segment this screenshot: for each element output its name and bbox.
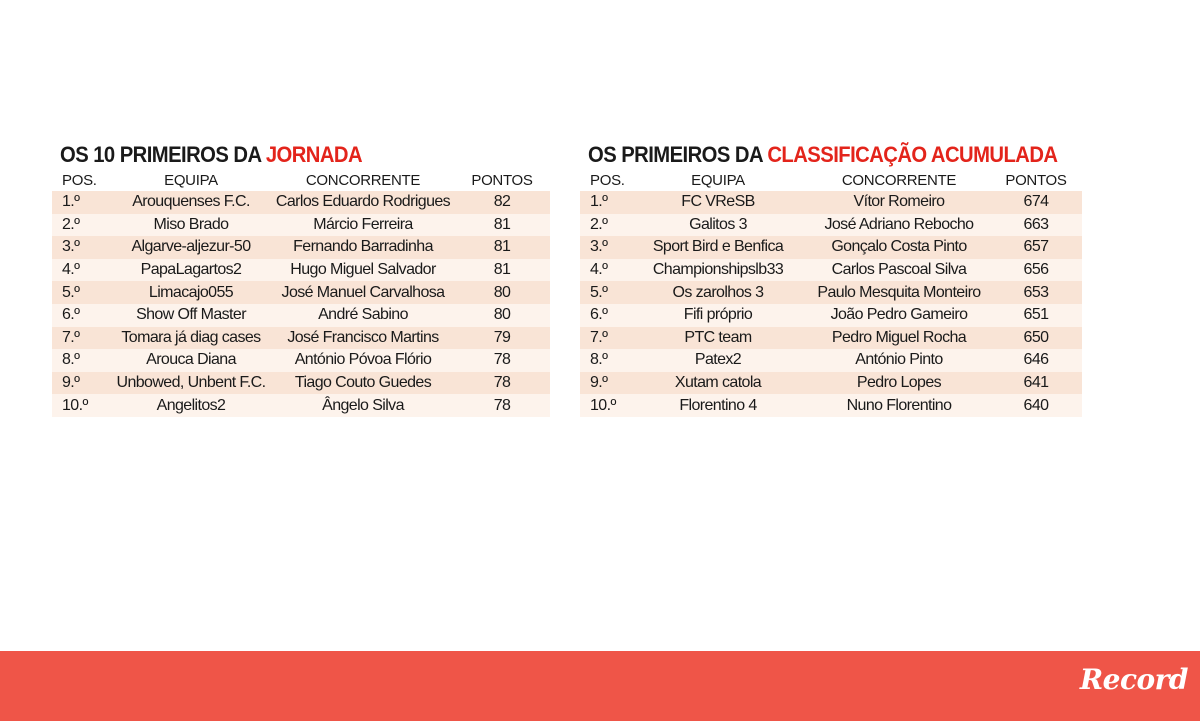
cell-player: Carlos Pascoal Silva bbox=[808, 259, 990, 282]
cell-points: 78 bbox=[454, 349, 550, 372]
cell-team: Championshipslb33 bbox=[628, 259, 808, 282]
cell-player: Carlos Eduardo Rodrigues bbox=[272, 191, 454, 214]
cell-team: Sport Bird e Benfica bbox=[628, 236, 808, 259]
cell-team: Miso Brado bbox=[110, 214, 272, 237]
cell-points: 79 bbox=[454, 327, 550, 350]
acumulada-header-row bbox=[580, 170, 1082, 191]
col-header-team: EQUIPA bbox=[164, 172, 218, 189]
jornada-title bbox=[60, 140, 511, 170]
acumulada-panel bbox=[580, 140, 1082, 417]
table-row bbox=[52, 304, 550, 327]
cell-points: 80 bbox=[454, 304, 550, 327]
cell-points: 646 bbox=[990, 349, 1082, 372]
cell-player: Ângelo Silva bbox=[272, 394, 454, 417]
jornada-table-body bbox=[52, 191, 550, 417]
cell-pos: 2.º bbox=[52, 214, 110, 237]
cell-pos: 5.º bbox=[580, 281, 628, 304]
cell-player: Pedro Miguel Rocha bbox=[808, 327, 990, 350]
col-header-points: PONTOS bbox=[471, 172, 533, 189]
cell-points: 78 bbox=[454, 394, 550, 417]
cell-player: Pedro Lopes bbox=[808, 372, 990, 395]
acumulada-title-highlight: CLASSIFICAÇÃO ACUMULADA bbox=[767, 142, 1058, 167]
cell-pos: 2.º bbox=[580, 214, 628, 237]
cell-player: João Pedro Gameiro bbox=[808, 304, 990, 327]
cell-player: António Pinto bbox=[808, 349, 990, 372]
cell-points: 656 bbox=[990, 259, 1082, 282]
cell-pos: 5.º bbox=[52, 281, 110, 304]
table-row bbox=[52, 372, 550, 395]
cell-points: 663 bbox=[990, 214, 1082, 237]
cell-pos: 3.º bbox=[52, 236, 110, 259]
cell-team: Arouquenses F.C. bbox=[110, 191, 272, 214]
cell-pos: 4.º bbox=[580, 259, 628, 282]
cell-pos: 8.º bbox=[580, 349, 628, 372]
cell-points: 81 bbox=[454, 236, 550, 259]
cell-points: 82 bbox=[454, 191, 550, 214]
cell-pos: 6.º bbox=[52, 304, 110, 327]
cell-player: José Manuel Carvalhosa bbox=[272, 281, 454, 304]
acumulada-title-prefix: OS PRIMEIROS DA bbox=[588, 142, 768, 167]
cell-points: 80 bbox=[454, 281, 550, 304]
cell-pos: 1.º bbox=[580, 191, 628, 214]
col-header-player: CONCORRENTE bbox=[841, 172, 957, 189]
cell-points: 78 bbox=[454, 372, 550, 395]
table-row bbox=[580, 349, 1082, 372]
cell-pos: 8.º bbox=[52, 349, 110, 372]
cell-points: 651 bbox=[990, 304, 1082, 327]
col-header-points: PONTOS bbox=[1005, 172, 1067, 189]
table-row bbox=[52, 281, 550, 304]
cell-player: António Póvoa Flório bbox=[272, 349, 454, 372]
jornada-title-prefix: OS 10 PRIMEIROS DA bbox=[60, 142, 266, 167]
col-header-team: EQUIPA bbox=[691, 172, 745, 189]
table-row bbox=[580, 236, 1082, 259]
jornada-table bbox=[52, 170, 550, 417]
cell-pos: 10.º bbox=[580, 394, 628, 417]
cell-pos: 7.º bbox=[580, 327, 628, 350]
acumulada-table bbox=[580, 170, 1082, 417]
col-header-player: CONCORRENTE bbox=[305, 172, 421, 189]
cell-pos: 4.º bbox=[52, 259, 110, 282]
footer-bar bbox=[0, 651, 1200, 721]
cell-points: 674 bbox=[990, 191, 1082, 214]
cell-team: Limacajo055 bbox=[110, 281, 272, 304]
cell-team: Patex2 bbox=[628, 349, 808, 372]
table-row bbox=[52, 394, 550, 417]
cell-pos: 6.º bbox=[580, 304, 628, 327]
col-header-pos: POS. bbox=[590, 172, 625, 189]
cell-points: 653 bbox=[990, 281, 1082, 304]
cell-team: Galitos 3 bbox=[628, 214, 808, 237]
table-row bbox=[52, 236, 550, 259]
cell-team: Angelitos2 bbox=[110, 394, 272, 417]
cell-player: Hugo Miguel Salvador bbox=[272, 259, 454, 282]
table-row bbox=[580, 327, 1082, 350]
acumulada-table-body bbox=[580, 191, 1082, 417]
table-row bbox=[580, 394, 1082, 417]
cell-pos: 9.º bbox=[580, 372, 628, 395]
cell-team: FC VReSB bbox=[628, 191, 808, 214]
cell-points: 640 bbox=[990, 394, 1082, 417]
jornada-title-highlight: JORNADA bbox=[265, 142, 363, 167]
cell-points: 641 bbox=[990, 372, 1082, 395]
table-row bbox=[52, 191, 550, 214]
cell-player: Tiago Couto Guedes bbox=[272, 372, 454, 395]
cell-points: 650 bbox=[990, 327, 1082, 350]
cell-team: PTC team bbox=[628, 327, 808, 350]
table-row bbox=[580, 281, 1082, 304]
cell-player: Fernando Barradinha bbox=[272, 236, 454, 259]
cell-points: 657 bbox=[990, 236, 1082, 259]
cell-team: Florentino 4 bbox=[628, 394, 808, 417]
cell-player: Paulo Mesquita Monteiro bbox=[808, 281, 990, 304]
table-row bbox=[52, 349, 550, 372]
cell-player: Nuno Florentino bbox=[808, 394, 990, 417]
cell-pos: 10.º bbox=[52, 394, 110, 417]
cell-player: José Adriano Rebocho bbox=[808, 214, 990, 237]
record-logo[interactable]: Record bbox=[1079, 663, 1188, 696]
table-row bbox=[580, 214, 1082, 237]
table-row bbox=[52, 327, 550, 350]
cell-team: Fifi próprio bbox=[628, 304, 808, 327]
cell-points: 81 bbox=[454, 214, 550, 237]
cell-player: Gonçalo Costa Pinto bbox=[808, 236, 990, 259]
cell-points: 81 bbox=[454, 259, 550, 282]
cell-pos: 7.º bbox=[52, 327, 110, 350]
cell-team: Show Off Master bbox=[110, 304, 272, 327]
cell-team: Arouca Diana bbox=[110, 349, 272, 372]
table-row bbox=[580, 191, 1082, 214]
cell-pos: 9.º bbox=[52, 372, 110, 395]
cell-pos: 3.º bbox=[580, 236, 628, 259]
cell-team: Tomara já diag cases bbox=[110, 327, 272, 350]
cell-pos: 1.º bbox=[52, 191, 110, 214]
cell-team: PapaLagartos2 bbox=[110, 259, 272, 282]
jornada-panel bbox=[52, 140, 550, 417]
table-row bbox=[52, 214, 550, 237]
table-row bbox=[52, 259, 550, 282]
cell-team: Algarve-aljezur-50 bbox=[110, 236, 272, 259]
jornada-header-row bbox=[52, 170, 550, 191]
acumulada-title bbox=[588, 140, 1058, 170]
table-row bbox=[580, 372, 1082, 395]
col-header-pos: POS. bbox=[62, 172, 97, 189]
table-row bbox=[580, 304, 1082, 327]
cell-player: André Sabino bbox=[272, 304, 454, 327]
cell-player: Vítor Romeiro bbox=[808, 191, 990, 214]
cell-team: Unbowed, Unbent F.C. bbox=[110, 372, 272, 395]
cell-player: José Francisco Martins bbox=[272, 327, 454, 350]
cell-player: Márcio Ferreira bbox=[272, 214, 454, 237]
cell-team: Os zarolhos 3 bbox=[628, 281, 808, 304]
table-row bbox=[580, 259, 1082, 282]
cell-team: Xutam catola bbox=[628, 372, 808, 395]
